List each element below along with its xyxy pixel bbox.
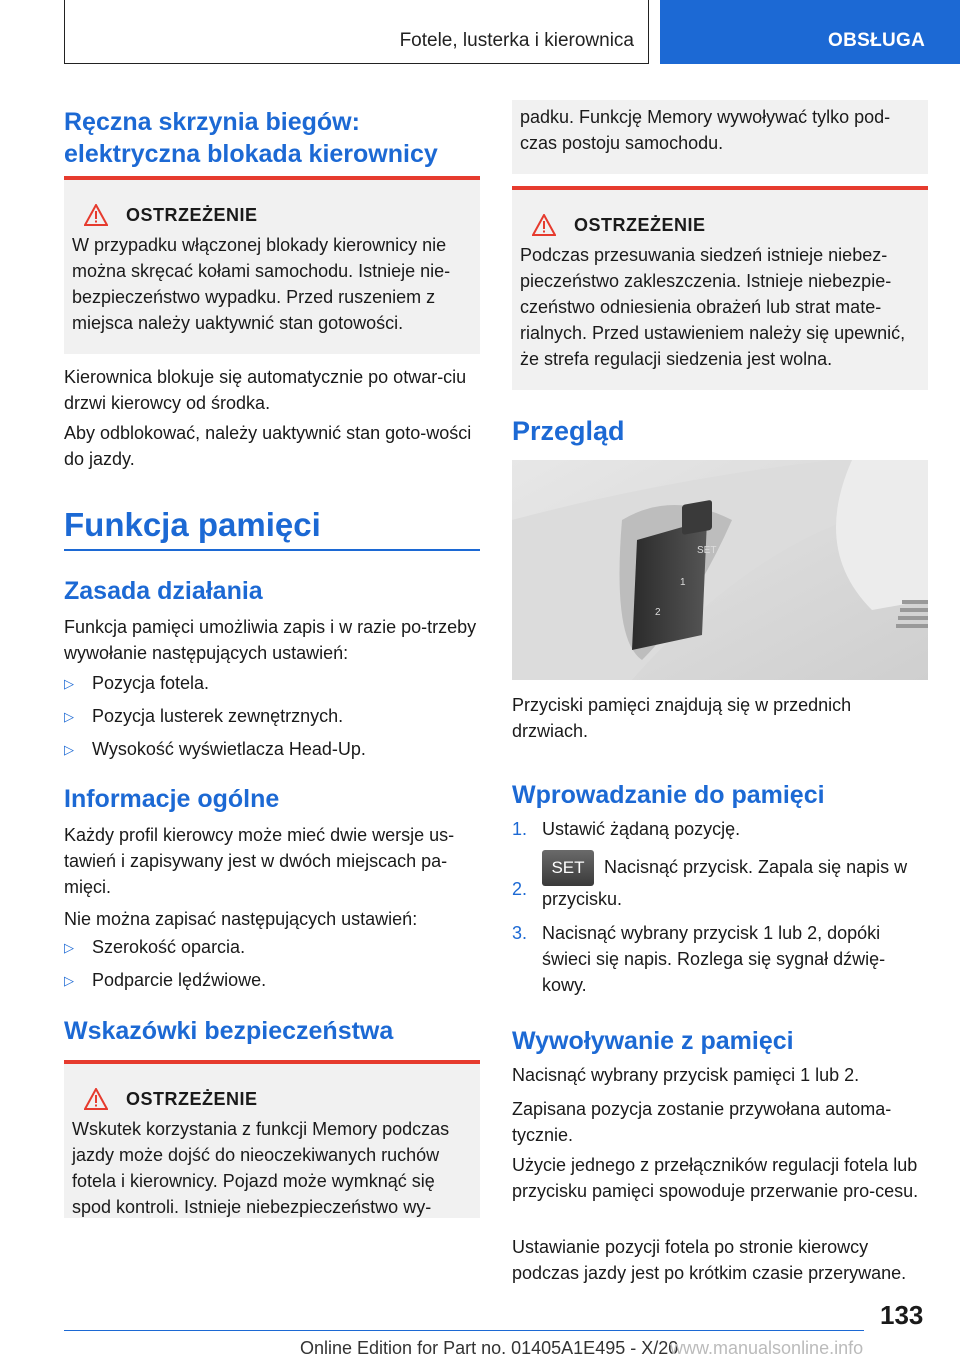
image-label: 2 bbox=[655, 607, 661, 618]
heading-memory-function: Funkcja pamięci bbox=[64, 506, 321, 543]
header-tab-label: OBSŁUGA bbox=[828, 30, 926, 51]
numbered-steps bbox=[512, 816, 928, 998]
paragraph: Zapisana pozycja zostanie przywołana automa-tycznie. bbox=[512, 1099, 892, 1145]
heading-safety: Wskazówki bezpieczeństwa bbox=[64, 1017, 394, 1045]
paragraph: Każdy profil kierowcy może mieć dwie wersje us-tawień i zapisywany jest w dwóch miejscach pa-mięci. bbox=[64, 825, 455, 897]
bullet-triangle-icon: ▷ bbox=[64, 973, 74, 988]
bullet-triangle-icon: ▷ bbox=[64, 676, 74, 691]
heading-general-info: Informacje ogólne bbox=[64, 785, 280, 813]
warning-title: OSTRZEŻENIE bbox=[126, 1088, 258, 1109]
list-item: ▷ Szerokość oparcia. bbox=[64, 934, 480, 961]
bullet-list-1 bbox=[64, 670, 480, 763]
page-header bbox=[0, 0, 960, 66]
bullet-list-2 bbox=[64, 934, 480, 994]
warning-text: Wskutek korzystania z funkcji Memory podczas jazdy może dojść do nieoczekiwanych ruchów fotela i kierownicy. Pojazd może wymknąć się spod kontroli. Istnieje niebezpieczeństwo wy- bbox=[72, 1119, 450, 1217]
door-panel-illustration bbox=[512, 460, 928, 680]
warning-triangle-icon bbox=[532, 214, 556, 236]
paragraph: Aby odblokować, należy uaktywnić stan goto-wości do jazdy. bbox=[64, 423, 472, 469]
heading-store-memory: Wprowadzanie do pamięci bbox=[512, 781, 825, 809]
footer-edition: Online Edition for Part no. 01405A1E495 - X/20 www.manualsonline.info bbox=[300, 1338, 864, 1358]
list-item: ▷ Podparcie lędźwiowe. bbox=[64, 967, 480, 994]
warning-triangle-icon bbox=[84, 1088, 108, 1110]
warning-text: Podczas przesuwania siedzeń istnieje niebez-pieczeństwo zakleszczenia. Istnieje niebezpie-czeństwo odniesienia obrażeń lub strat mate-rialnych. Przed ustawieniem należy się upewnić, że strefa regulacji siedzenia jest wolna. bbox=[520, 245, 906, 369]
warning-box-1 bbox=[64, 176, 480, 354]
page-number: 133 bbox=[880, 1300, 924, 1330]
list-item: 2. SET Nacisnąć przycisk. Zapala się napis w przycisku. bbox=[512, 850, 928, 912]
bullet-triangle-icon: ▷ bbox=[64, 742, 74, 757]
door-memory-buttons-image bbox=[512, 460, 928, 680]
paragraph: Ustawianie pozycji fotela po stronie kierowcy podczas jazdy jest po krótkim czasie przerywane. bbox=[512, 1237, 907, 1283]
warning-box-2 bbox=[64, 1060, 480, 1218]
paragraph: Nie można zapisać następujących ustawień: bbox=[64, 909, 418, 929]
heading-steering-lock: Ręczna skrzynia biegów: elektryczna blokada kierownicy bbox=[64, 108, 438, 168]
warning-text: W przypadku włączonej blokady kierownicy nie można skręcać kołami samochodu. Istnieje nie-bezpieczeństwo wypadku. Przed ruszeniem z miejsca należy uaktywnić stan gotowości. bbox=[72, 235, 451, 333]
warning-title: OSTRZEŻENIE bbox=[126, 204, 258, 225]
warning-continuation bbox=[512, 100, 928, 174]
set-button-icon: SET bbox=[542, 850, 594, 886]
paragraph: Funkcja pamięci umożliwia zapis i w razie po-trzeby wywołanie następujących ustawień: bbox=[64, 617, 477, 663]
image-caption: Przyciski pamięci znajdują się w przednich drzwiach. bbox=[512, 695, 852, 741]
list-item: ▷ Wysokość wyświetlacza Head-Up. bbox=[64, 736, 480, 763]
image-label: 1 bbox=[680, 577, 686, 588]
paragraph: Nacisnąć wybrany przycisk pamięci 1 lub 2. bbox=[512, 1065, 860, 1085]
heading-principle: Zasada działania bbox=[64, 577, 263, 605]
header-tab bbox=[660, 0, 960, 64]
bullet-triangle-icon: ▷ bbox=[64, 709, 74, 724]
list-item: ▷ Pozycja lusterek zewnętrznych. bbox=[64, 703, 480, 730]
image-label: SET bbox=[697, 545, 717, 556]
footer-rule bbox=[64, 1330, 864, 1331]
watermark: www.manualsonline.info bbox=[670, 1338, 864, 1358]
warning-triangle-icon bbox=[84, 204, 108, 226]
paragraph: Użycie jednego z przełączników regulacji fotela lub przycisku pamięci spowoduje przerwanie pro-cesu. bbox=[512, 1155, 919, 1201]
section-rule bbox=[64, 549, 480, 551]
bullet-triangle-icon: ▷ bbox=[64, 940, 74, 955]
warning-text: padku. Funkcję Memory wywoływać tylko pod-czas postoju samochodu. bbox=[520, 107, 891, 153]
warning-box-3 bbox=[512, 186, 928, 390]
header-section-title: Fotele, lusterka i kierownica bbox=[399, 30, 634, 51]
list-item: ▷ Pozycja fotela. bbox=[64, 670, 480, 697]
warning-title: OSTRZEŻENIE bbox=[574, 214, 706, 235]
list-item: 1. Ustawić żądaną pozycję. bbox=[512, 819, 741, 839]
heading-overview: Przegląd bbox=[512, 416, 625, 446]
heading-recall-memory: Wywoływanie z pamięci bbox=[512, 1027, 794, 1055]
list-item: 3. Nacisnąć wybrany przycisk 1 lub 2, dopóki świeci się napis. Rozlega się sygnał dźwię-kowy. bbox=[512, 923, 886, 995]
paragraph: Kierownica blokuje się automatycznie po otwar-ciu drzwi kierowcy od środka. bbox=[64, 367, 467, 413]
header-box bbox=[64, 0, 649, 64]
